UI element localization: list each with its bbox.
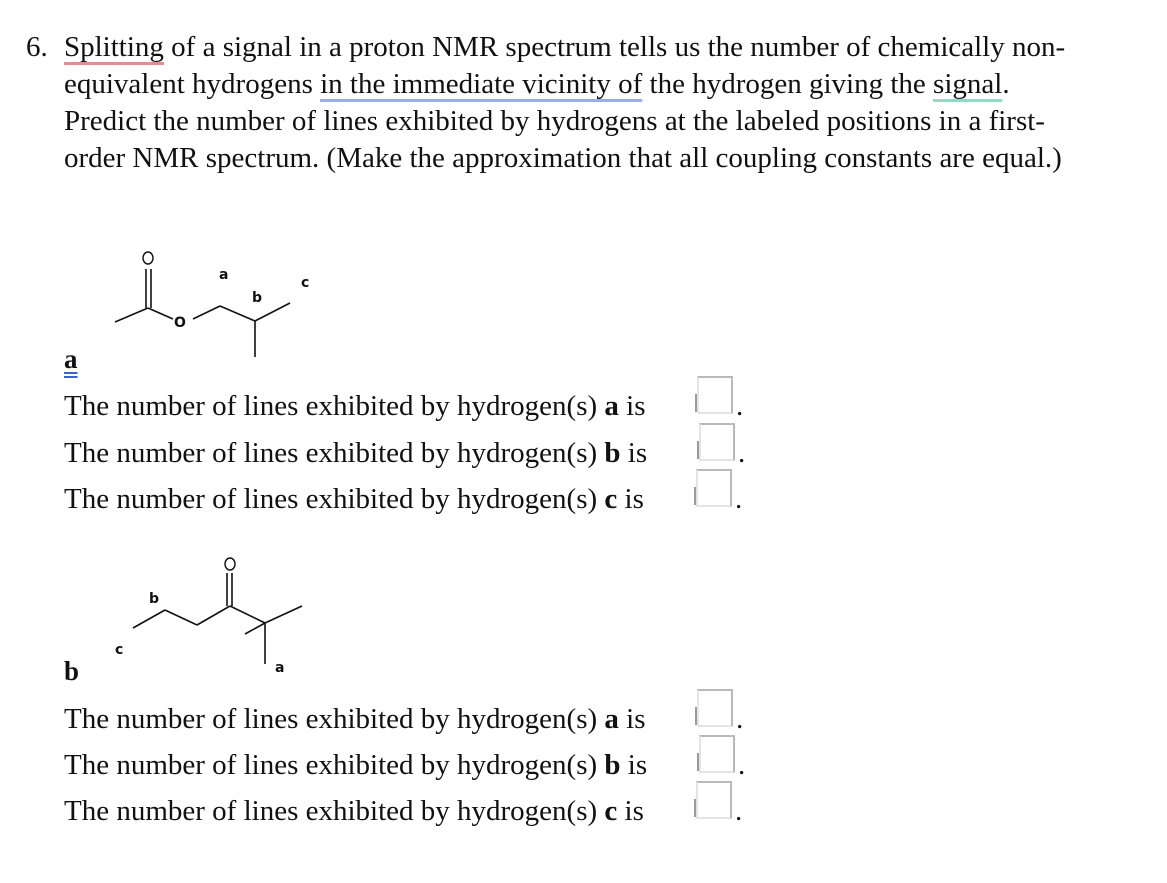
answer-input-b1[interactable] (697, 689, 733, 727)
period: . (736, 390, 744, 422)
answer-input-a2[interactable] (699, 423, 735, 461)
question-line-4: order NMR spectrum. (Make the approximation that all coupling constants are equal.) (64, 142, 1062, 174)
molecule-a-svg (105, 235, 335, 365)
molecule-b-svg (105, 548, 335, 680)
hydrogen-label: a (604, 703, 619, 735)
spelling-flagged-word: Splitting (64, 31, 164, 63)
question-line-2-mid: the hydrogen giving the (642, 68, 934, 100)
molecule-a-structure (105, 235, 335, 365)
period: . (738, 749, 746, 781)
ester-oxygen-label: O (174, 315, 186, 331)
answer-input-b2[interactable] (699, 735, 735, 773)
style-flagged-word: signal (933, 68, 1003, 100)
question-number: 6. (26, 31, 48, 63)
hydrogen-label: c (604, 483, 618, 515)
answer-input-a3[interactable] (696, 469, 732, 507)
question-a1: The number of lines exhibited by hydrogen(s) a is (64, 390, 646, 422)
position-c-label: c (301, 275, 310, 291)
hydrogen-label: b (604, 437, 621, 469)
question-b2: The number of lines exhibited by hydrogen(s) b is (64, 749, 648, 781)
position-b-label: b (149, 591, 160, 607)
position-a-label: a (275, 660, 285, 676)
question-a3: The number of lines exhibited by hydrogen(s) c is (64, 483, 644, 515)
period: . (738, 437, 746, 469)
question-body (64, 29, 1156, 177)
question-b3: The number of lines exhibited by hydrogen(s) c is (64, 795, 644, 827)
carbonyl-oxygen-ring (143, 252, 153, 264)
hydrogen-label: c (604, 795, 618, 827)
question-line-3: Predict the number of lines exhibited by hydrogens at the labeled positions in a first- (64, 105, 1045, 137)
grammar-flagged-phrase: in the immediate vicinity of (320, 68, 643, 100)
question-text (26, 29, 1156, 177)
section-label-a: a (64, 344, 78, 374)
period: . (736, 703, 744, 735)
question-a2: The number of lines exhibited by hydrogen(s) b is (64, 437, 648, 469)
answer-input-a1[interactable] (697, 376, 733, 414)
hydrogen-label: b (604, 749, 621, 781)
question-line-2-end: . (1002, 68, 1010, 100)
section-label-b: b (64, 656, 80, 686)
period: . (735, 483, 743, 515)
period: . (735, 795, 743, 827)
carbonyl-oxygen-ring (225, 558, 235, 570)
hydrogen-label: a (604, 390, 619, 422)
molecule-b-structure (105, 548, 335, 680)
question-line-1: of a signal in a proton NMR spectrum tells us the number of chemically non- (163, 31, 1066, 63)
question-b1: The number of lines exhibited by hydrogen(s) a is (64, 703, 646, 735)
position-a-label: a (219, 267, 229, 283)
question-line-2-start: equivalent hydrogens (64, 68, 321, 100)
position-b-label: b (252, 290, 263, 306)
answer-input-b3[interactable] (696, 781, 732, 819)
position-c-label: c (115, 642, 124, 658)
